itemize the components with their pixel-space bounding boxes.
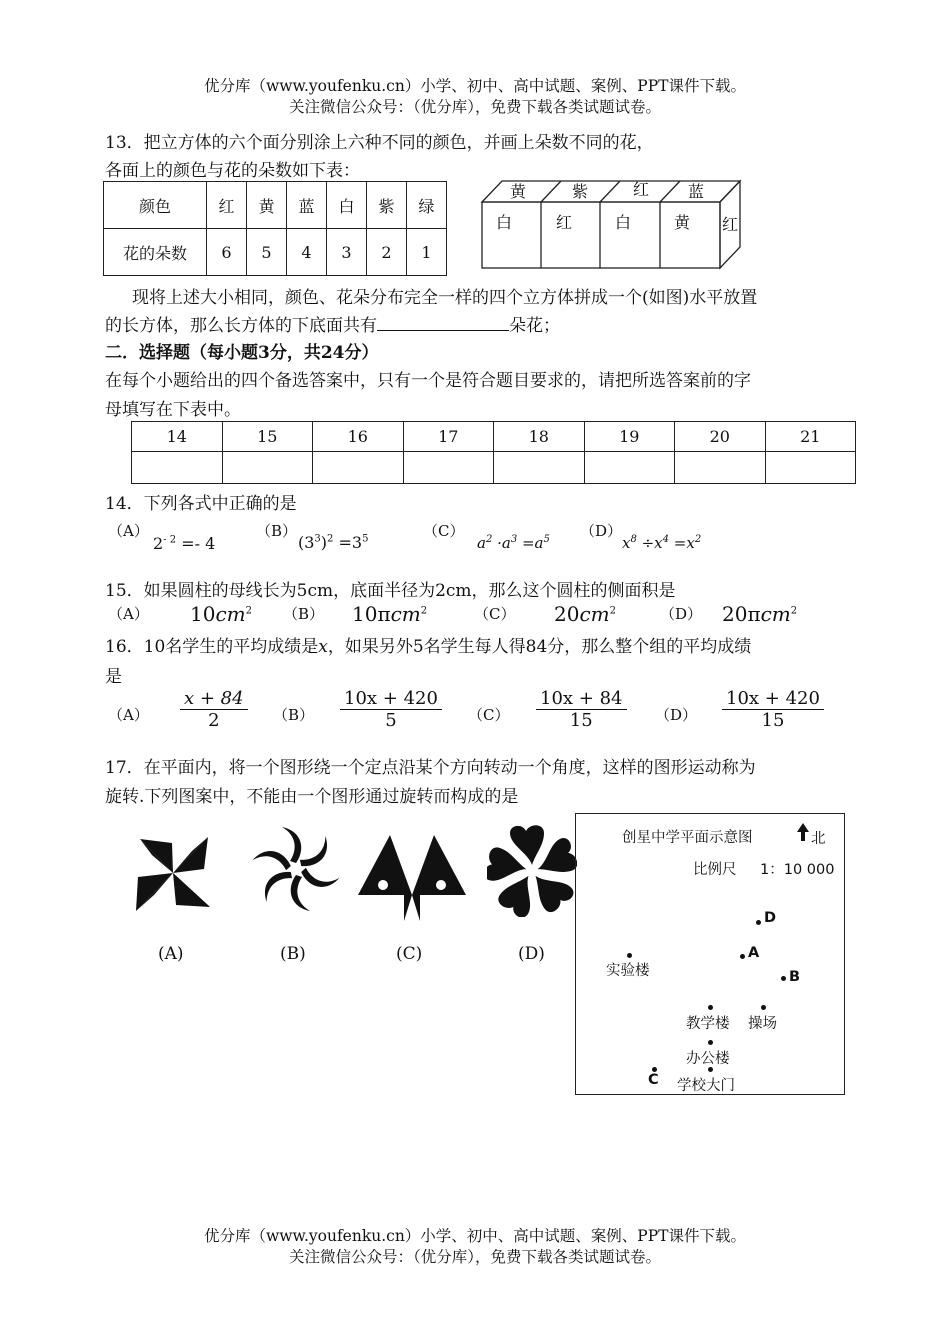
scale-value: 1：10 000 — [760, 862, 835, 878]
q13-para-2a: 的长方体，那么长方体的下底面共有 — [105, 316, 377, 336]
q14-label-c: （C） — [423, 522, 465, 540]
q13-line-2: 各面上的颜色与花的朵数如下表： — [105, 161, 360, 181]
q13-para-1: 现将上述大小相同，颜色、花朵分布完全一样的四个立方体拼成一个(如图)水平放置 — [132, 288, 758, 308]
color-flower-table — [103, 181, 447, 276]
hearts-pattern-d — [487, 825, 577, 917]
table-cell: 5 — [247, 229, 287, 276]
table-cell: 蓝 — [287, 182, 327, 229]
footer-line-1: 优分库（www.youfenku.cn）小学、初中、高中试题、案例、PPT课件下载。 — [203, 1227, 747, 1245]
q13-para-2 — [105, 311, 560, 336]
point-b-dot — [781, 976, 786, 981]
cube-front-label: 白 — [615, 213, 632, 232]
pinwheel-pattern-a — [132, 829, 214, 917]
caption-a: (A) — [158, 944, 184, 964]
playground-dot — [761, 1005, 766, 1010]
answer-header: 17 — [403, 422, 494, 452]
point-d-dot — [756, 920, 761, 925]
answer-header: 20 — [675, 422, 766, 452]
lab-building-label: 实验楼 — [606, 963, 650, 979]
playground-label: 操场 — [748, 1016, 777, 1032]
answer-header: 14 — [132, 422, 223, 452]
teaching-building-dot — [708, 1005, 713, 1010]
footer — [0, 1226, 950, 1268]
answer-blank[interactable] — [377, 314, 509, 331]
cube-top-label: 黄 — [510, 182, 527, 201]
table-cell: 黄 — [247, 182, 287, 229]
school-gate-dot — [708, 1067, 713, 1072]
north-arrow-icon — [796, 822, 810, 842]
q14-formula-a: $2^{- 2} =- 4$ — [153, 534, 216, 553]
cube-row-figure — [478, 178, 746, 272]
scale-label: 比例尺 — [693, 862, 737, 878]
table-cell: 红 — [207, 182, 247, 229]
q16-label-c: （C） — [468, 706, 510, 724]
answer-header: 21 — [765, 422, 856, 452]
cube-side-label: 红 — [722, 215, 739, 234]
table-cell: 4 — [287, 229, 327, 276]
footer-line-2: 关注微信公众号：（优分库），免费下载各类试题试卷。 — [288, 1248, 661, 1266]
table-cell: 6 — [207, 229, 247, 276]
header-line-1: 优分库（www.youfenku.cn）小学、初中、高中试题、案例、PPT课件下载。 — [203, 77, 747, 95]
q15-label-c: （C） — [474, 605, 516, 623]
q15-option-d: 20πcm$^2$ — [722, 602, 798, 626]
table-cell: 紫 — [367, 182, 407, 229]
answer-header: 19 — [584, 422, 675, 452]
point-a-dot — [740, 954, 745, 959]
q16-fraction-c: $\frac{10x + 84}{15}$ — [536, 688, 627, 731]
q14-label-a: （A） — [108, 522, 149, 540]
school-map — [575, 813, 845, 1095]
q15-label-b: （B） — [283, 605, 325, 623]
q16-label-a: （A） — [108, 706, 149, 724]
teaching-building-label: 教学楼 — [686, 1016, 730, 1032]
cube-top-label: 紫 — [572, 182, 589, 201]
answer-cell[interactable] — [675, 452, 766, 484]
answer-header: 16 — [313, 422, 404, 452]
q14-formula-c: $a^2 \cdot a^3 =a^5$ — [477, 534, 550, 552]
north-label: 北 — [811, 831, 826, 847]
point-a-label: A — [748, 945, 760, 961]
point-d-label: D — [764, 910, 777, 926]
q14-label-b: （B） — [256, 522, 298, 540]
table-cell: 白 — [327, 182, 367, 229]
q16-fraction-d: $\frac{10x + 420}{15}$ — [722, 688, 824, 731]
point-c-label: C — [648, 1072, 659, 1088]
q13-line-1: 13．把立方体的六个面分别涂上六种不同的颜色，并画上朵数不同的花， — [105, 133, 654, 153]
section-2-intro-2: 母填写在下表中。 — [105, 400, 241, 420]
triangles-pattern-c — [356, 833, 468, 925]
q15-option-b: 10πcm$^2$ — [352, 602, 428, 626]
office-building-dot — [708, 1040, 713, 1045]
answer-cell[interactable] — [132, 452, 223, 484]
answer-cell[interactable] — [403, 452, 494, 484]
table-cell: 花的朵数 — [104, 229, 207, 276]
answer-header: 18 — [494, 422, 585, 452]
table-cell: 2 — [367, 229, 407, 276]
cube-top-label: 蓝 — [688, 182, 705, 201]
q14-formula-d: $x^8 \div x^4 =x^2$ — [622, 534, 702, 552]
q13-para-2b: 朵花； — [509, 316, 560, 336]
answer-cell[interactable] — [494, 452, 585, 484]
lab-building-dot — [627, 953, 632, 958]
table-cell: 1 — [407, 229, 447, 276]
q15-label-a: （A） — [108, 605, 149, 623]
table-cell: 绿 — [407, 182, 447, 229]
q16-stem: 16．10名学生的平均成绩是x，如果另外5名学生每人得84分，那么整个组的平均成绩 — [105, 637, 752, 657]
header — [0, 76, 950, 118]
cube-front-label: 红 — [556, 213, 573, 232]
caption-d: (D) — [518, 944, 545, 964]
q16-stem-end: 是 — [105, 667, 122, 687]
q17-line-1: 17．在平面内，将一个图形绕一个定点沿某个方向转动一个角度，这样的图形运动称为 — [105, 758, 756, 778]
q15-label-d: （D） — [660, 605, 703, 623]
q16-fraction-a: $\frac{x + 84}{2}$ — [180, 688, 248, 731]
q16-label-b: （B） — [273, 706, 315, 724]
office-building-label: 办公楼 — [686, 1051, 730, 1067]
q14-label-d: （D） — [580, 522, 623, 540]
table-cell: 颜色 — [104, 182, 207, 229]
answer-cell[interactable] — [313, 452, 404, 484]
section-2-title: 二．选择题（每小题3分，共24分） — [105, 343, 379, 363]
cube-top-label: 红 — [633, 180, 650, 199]
q15-option-c: $20cm^2$ — [554, 602, 616, 626]
section-2-intro-1: 在每个小题给出的四个备选答案中，只有一个是符合题目要求的，请把所选答案前的字 — [105, 371, 751, 391]
answer-cell[interactable] — [222, 452, 313, 484]
q15-stem: 15．如果圆柱的母线长为5cm，底面半径为2cm，那么这个圆柱的侧面积是 — [105, 581, 676, 601]
map-title: 创星中学平面示意图 — [622, 830, 753, 846]
cube-front-label: 白 — [496, 213, 513, 232]
q17-line-2: 旋转.下列图案中，不能由一个图形通过旋转而构成的是 — [105, 787, 519, 807]
answer-cell[interactable] — [765, 452, 856, 484]
q16-label-d: （D） — [655, 706, 698, 724]
answer-header: 15 — [222, 422, 313, 452]
answer-cell[interactable] — [584, 452, 675, 484]
swirl-pattern-b — [250, 823, 342, 915]
q14-formula-b: $(3^3)^2 =3^5$ — [298, 533, 369, 552]
school-gate-label: 学校大门 — [677, 1078, 735, 1094]
header-line-2: 关注微信公众号：（优分库），免费下载各类试题试卷。 — [288, 98, 661, 116]
cube-front-label: 黄 — [674, 213, 691, 232]
caption-b: (B) — [280, 944, 306, 964]
q14-stem: 14．下列各式中正确的是 — [105, 494, 297, 514]
point-b-label: B — [789, 969, 801, 985]
q15-option-a: $10cm^2$ — [190, 602, 252, 626]
table-cell: 3 — [327, 229, 367, 276]
caption-c: (C) — [396, 944, 423, 964]
answer-table — [131, 421, 856, 484]
q16-fraction-b: $\frac{10x + 420}{5}$ — [340, 688, 442, 731]
